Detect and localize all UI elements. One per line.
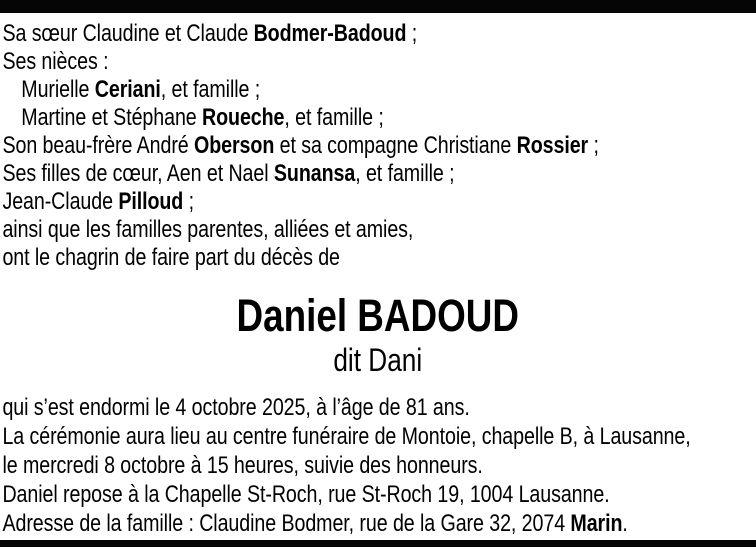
text-segment: .: [622, 510, 628, 537]
text-segment: La cérémonie aura lieu au centre funéraire de Montoie, chapelle B, à Lausanne,: [2, 423, 691, 450]
text-segment: le mercredi 8 octobre à 15 heures, suivie des honneurs.: [2, 452, 483, 479]
text-segment: , et famille ;: [355, 160, 455, 187]
text-segment: ainsi que les familles parentes, alliées et amies,: [2, 216, 414, 243]
text-segment: Ses nièces :: [2, 48, 109, 75]
text-segment: Son beau-frère André: [2, 132, 195, 159]
notice-content: [0, 13, 753, 538]
relative-surname: Ceriani: [94, 76, 161, 103]
top-rule: [0, 0, 756, 13]
relative-surname: Rossier: [516, 132, 589, 159]
text-segment: Jean-Claude: [2, 188, 119, 215]
text-segment: , et famille ;: [160, 76, 261, 103]
text-segment: ont le chagrin de faire part du décès de: [2, 244, 340, 271]
text-segment: ;: [183, 188, 194, 215]
text-segment: Sa sœur Claudine et Claude: [2, 20, 254, 47]
closing-line-5: [2, 509, 753, 538]
announcement-details: [2, 393, 753, 538]
intro-line-9: [2, 244, 753, 272]
relative-surname: Roueche: [202, 104, 285, 131]
intro-line-2: [2, 48, 753, 76]
intro-line-1: [2, 20, 753, 48]
relative-surname: Sunansa: [273, 160, 356, 187]
text-segment: qui s’est endormi le 4 octobre 2025, à l’âge de 81 ans.: [2, 394, 470, 421]
relatives-list: [2, 20, 753, 272]
closing-line-2: [2, 422, 753, 451]
deceased-name: Daniel BADOUD: [236, 290, 519, 341]
text-segment: , et famille ;: [284, 104, 384, 131]
intro-line-5: [2, 132, 753, 160]
text-segment: Murielle: [21, 76, 95, 103]
closing-line-4: [2, 480, 753, 509]
text-segment: ;: [406, 20, 418, 47]
closing-line-3: [2, 451, 753, 480]
intro-line-8: [2, 216, 753, 244]
text-segment: Daniel repose à la Chapelle St-Roch, rue St-Roch 19, 1004 Lausanne.: [2, 481, 610, 508]
text-segment: ;: [588, 132, 599, 159]
closing-line-1: [2, 393, 753, 422]
intro-line-4: [2, 104, 753, 132]
text-segment: Martine et Stéphane: [21, 104, 203, 131]
text-segment: et sa compagne Christiane: [274, 132, 517, 159]
intro-line-6: [2, 160, 753, 188]
relative-surname: Pilloud: [118, 188, 184, 215]
bottom-rule: [0, 540, 756, 547]
relative-surname: Oberson: [194, 132, 275, 159]
deceased-nickname: dit Dani: [333, 342, 423, 378]
text-segment: Adresse de la famille : Claudine Bodmer, rue de la Gare 32, 2074: [2, 510, 571, 537]
family-address-town: Marin: [570, 510, 623, 537]
text-segment: Ses filles de cœur, Aen et Nael: [2, 160, 274, 187]
relative-surname: Bodmer-Badoud: [253, 20, 407, 47]
intro-line-3: [2, 76, 753, 104]
intro-line-7: [2, 188, 753, 216]
